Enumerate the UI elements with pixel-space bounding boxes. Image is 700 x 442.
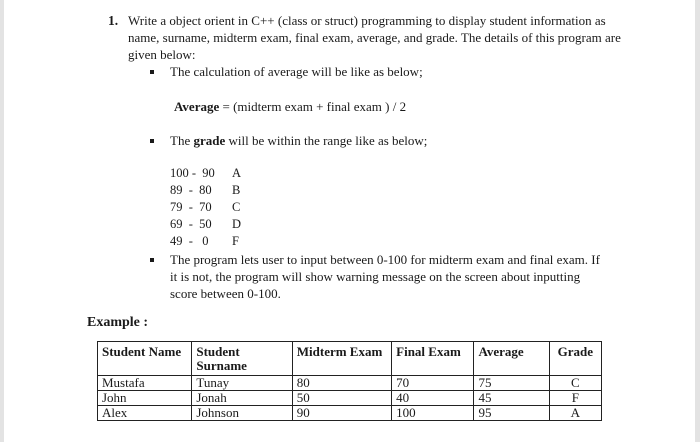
table-row <box>98 406 602 421</box>
table-header-row <box>98 342 602 376</box>
left-border <box>0 0 4 442</box>
table-header-cell: Student Name <box>98 342 192 376</box>
grade-range-item <box>170 182 241 199</box>
bullet-grade-suffix: will be within the range like as below; <box>225 133 428 148</box>
table-cell: 90 <box>292 406 391 421</box>
table-header-cell: Average <box>474 342 549 376</box>
table-header-cell: Midterm Exam <box>292 342 391 376</box>
table-cell: Tunay <box>192 376 292 391</box>
grade-range: 49 - 0 <box>170 234 209 248</box>
grade-letter: F <box>232 234 239 248</box>
table-row <box>98 391 602 406</box>
bullet-marker <box>150 70 154 74</box>
table-cell: Alex <box>98 406 192 421</box>
formula-label: Average <box>174 99 220 114</box>
bullet-marker <box>150 139 154 143</box>
table-cell: 80 <box>292 376 391 391</box>
table-cell: 50 <box>292 391 391 406</box>
grade-range: 69 - 50 <box>170 217 212 231</box>
table-cell: 70 <box>392 376 474 391</box>
grade-range-item <box>170 165 241 182</box>
table-cell: C <box>549 376 601 391</box>
table-cell: 45 <box>474 391 549 406</box>
grade-range: 79 - 70 <box>170 200 212 214</box>
table-cell: A <box>549 406 601 421</box>
grade-letter: B <box>232 183 241 197</box>
grade-range-item <box>170 216 241 233</box>
table-cell: 75 <box>474 376 549 391</box>
table-header-cell: Student Surname <box>192 342 292 376</box>
question-text: Write a object orient in C++ (class or struct) programming to display student information as name, surname, midterm exam, final exam, average, and grade. The details of this program are given below: <box>128 13 621 62</box>
bullet-grade-prefix: The <box>170 133 194 148</box>
table-cell: F <box>549 391 601 406</box>
table-cell: 40 <box>392 391 474 406</box>
table-cell: John <box>98 391 192 406</box>
bullet-average-text: The calculation of average will be like as below; <box>170 64 423 79</box>
grade-range-list <box>170 165 241 250</box>
bullet-grade-bold: grade <box>193 133 226 148</box>
table-header-cell: Grade <box>549 342 601 376</box>
grade-range-item <box>170 233 241 250</box>
grade-range: 89 - 80 <box>170 183 212 197</box>
table-cell: 95 <box>474 406 549 421</box>
right-border <box>695 0 700 442</box>
example-table <box>97 341 602 421</box>
table-row <box>98 376 602 391</box>
bullet-input-text: The program lets user to input between 0-100 for midterm exam and final exam. If it is not, the program will show warning message on the screen about inputting score between 0-100. <box>170 252 600 301</box>
table-cell: 100 <box>392 406 474 421</box>
grade-range: 100 - 90 <box>170 166 215 180</box>
grade-letter: A <box>232 166 242 180</box>
bullet-marker <box>150 258 154 262</box>
grade-range-item <box>170 199 241 216</box>
table-header-cell: Final Exam <box>392 342 474 376</box>
grade-letter: D <box>232 217 242 231</box>
average-formula <box>174 98 406 115</box>
question-number: 1. <box>108 13 119 28</box>
table-cell: Mustafa <box>98 376 192 391</box>
grade-letter: C <box>232 200 241 214</box>
example-label: Example : <box>87 315 149 330</box>
table-cell: Jonah <box>192 391 292 406</box>
bullet-grade-text <box>170 132 427 149</box>
formula-expression: = (midterm exam + final exam ) / 2 <box>219 99 407 114</box>
table-cell: Johnson <box>192 406 292 421</box>
